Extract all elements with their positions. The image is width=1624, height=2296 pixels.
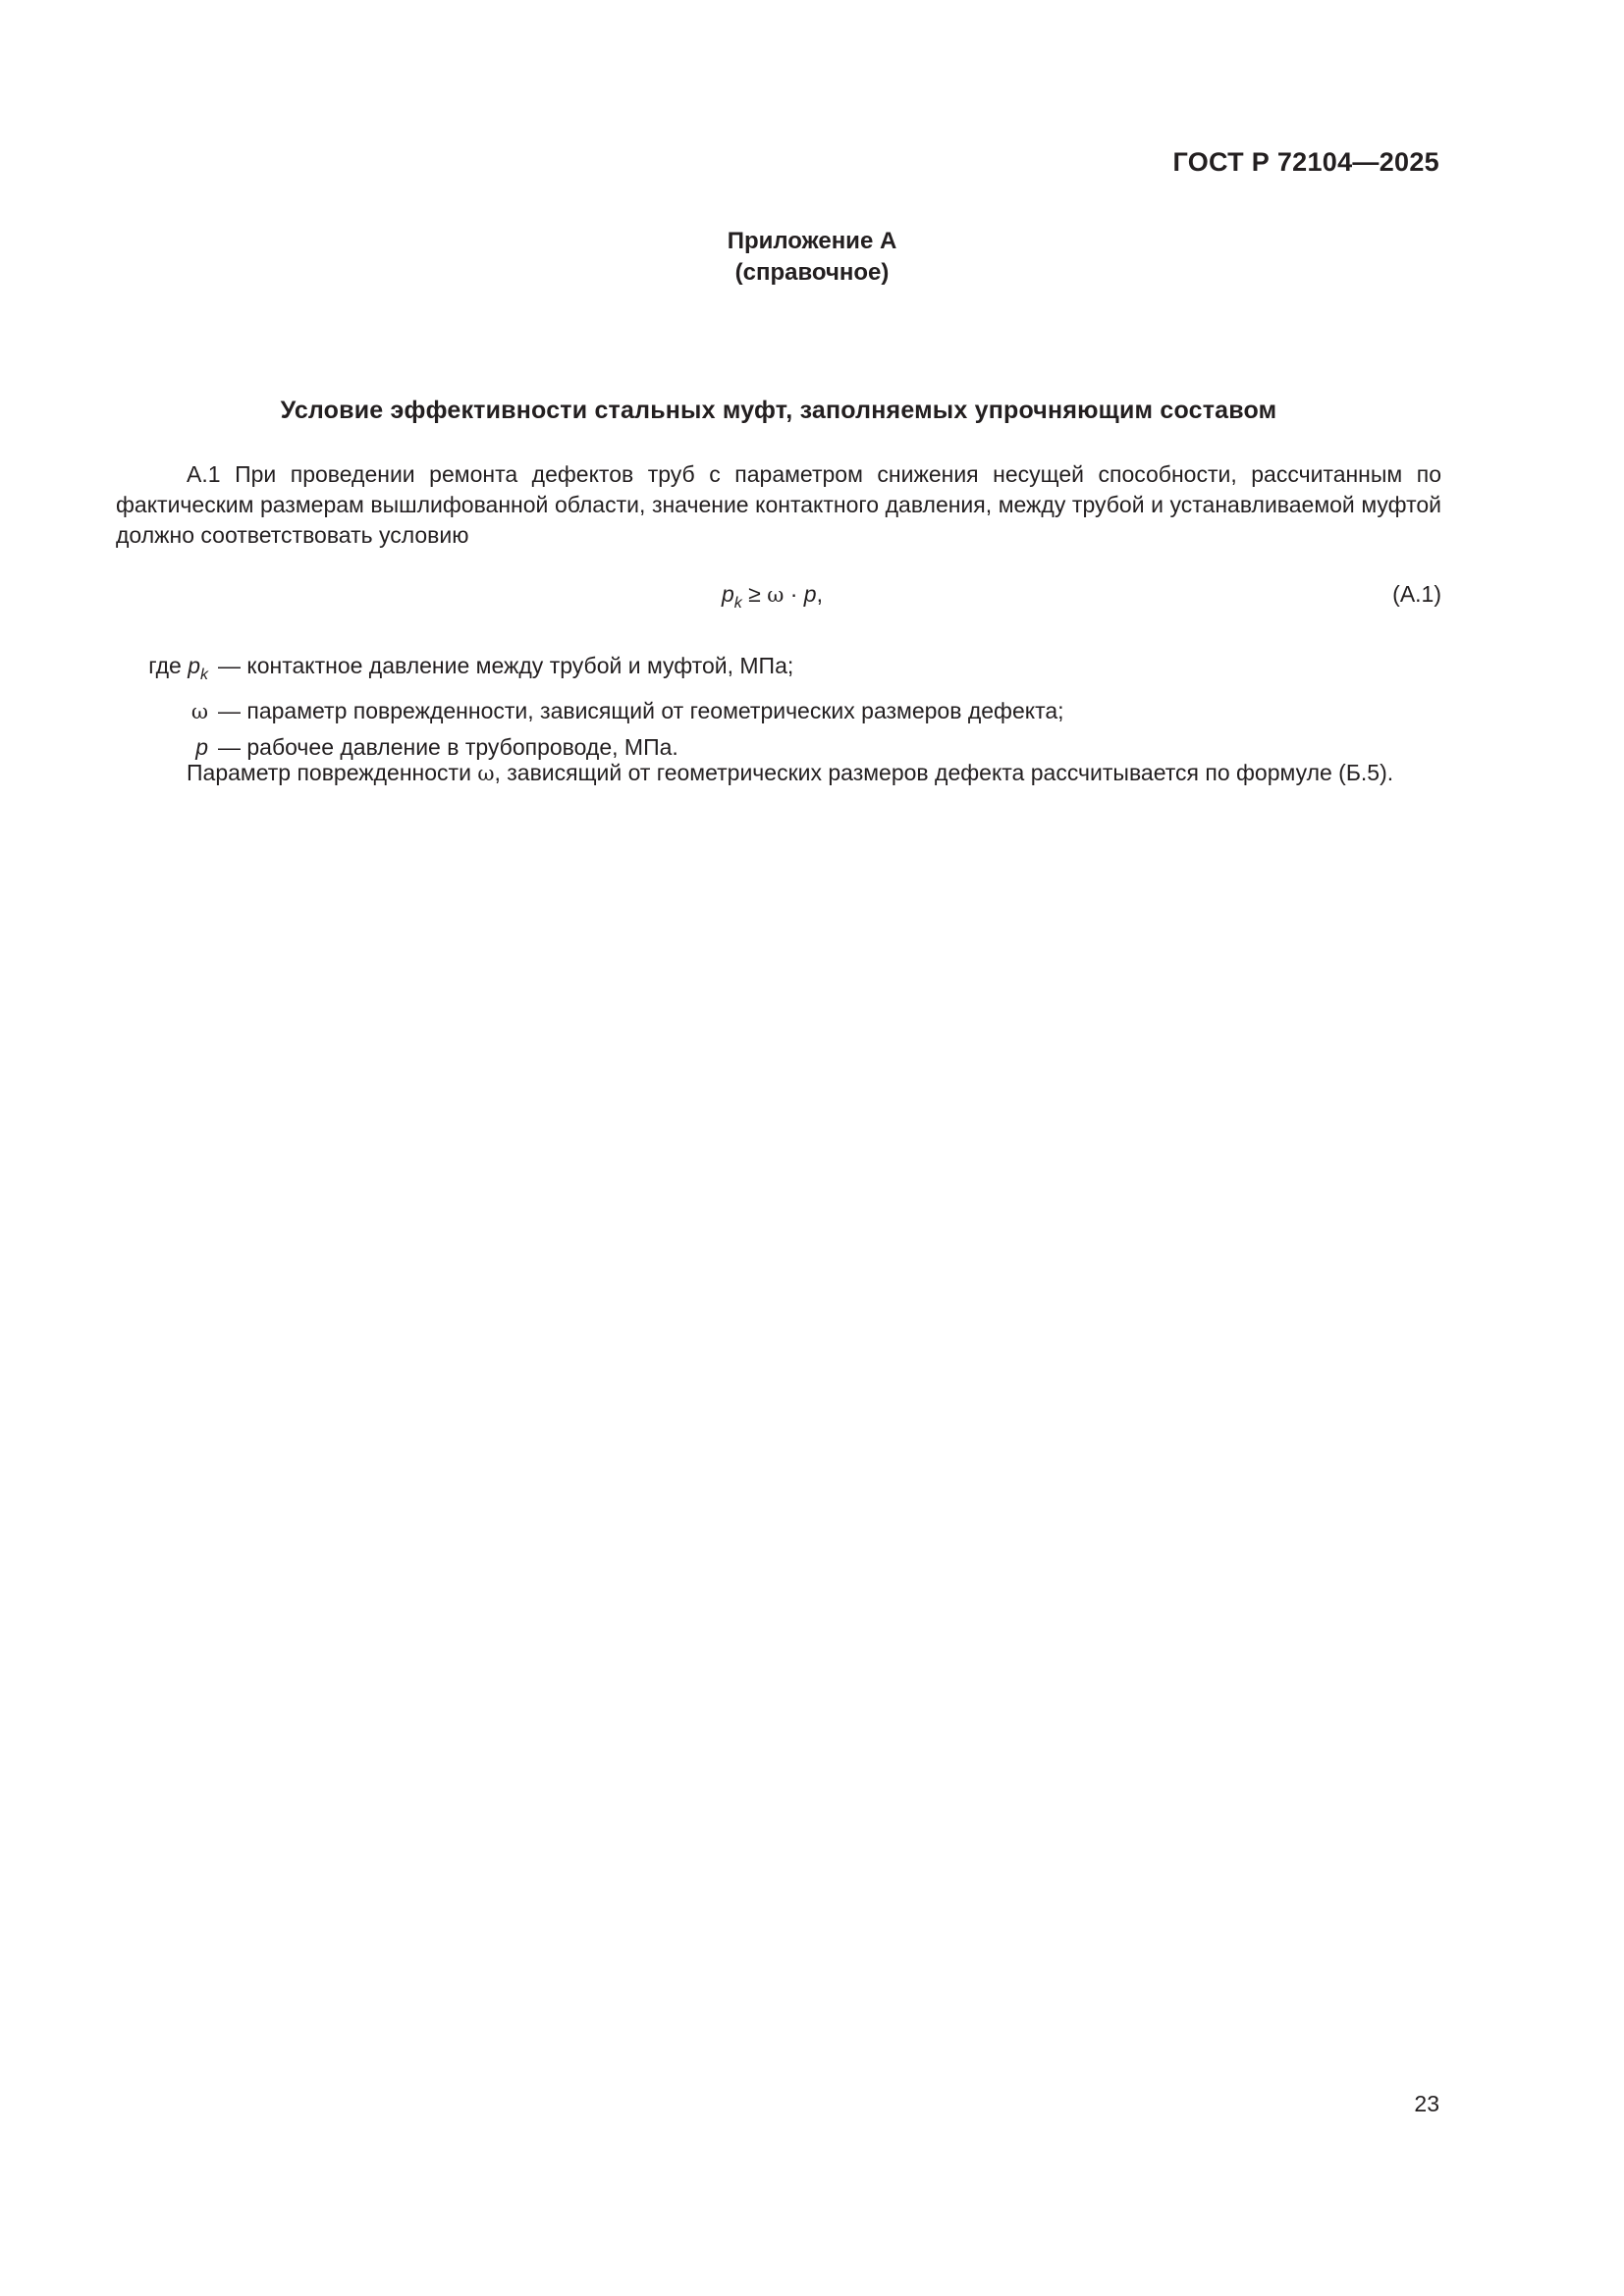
paragraph-text-after: , зависящий от геометрических размеров дефекта рассчитывается по формуле (Б.5).	[494, 760, 1394, 785]
formula-omega: ω	[767, 583, 785, 607]
paragraph-text-before: Параметр поврежденности	[187, 760, 471, 785]
definition-symbol	[116, 693, 218, 729]
formula-lhs: p	[722, 581, 734, 607]
definition-item	[116, 693, 1064, 729]
appendix-subtitle: (справочное)	[734, 259, 890, 286]
definition-text: параметр поврежденности, зависящий от геометрических размеров дефекта;	[246, 698, 1064, 723]
definitions-intro: где	[148, 653, 182, 678]
formula-row	[116, 581, 1441, 616]
formula-trailing: ,	[816, 581, 823, 607]
definition-item	[116, 648, 1064, 693]
definition-dash: —	[218, 653, 241, 678]
formula-lhs-subscript: k	[733, 595, 742, 612]
definition-symbol	[116, 648, 218, 693]
section-title: Условие эффективности стальных муфт, заполняемых упрочняющим составом	[280, 397, 1277, 424]
definition-text: рабочее давление в трубопроводе, МПа.	[246, 734, 678, 760]
symbol-pk-subscript: k	[200, 667, 208, 683]
formula	[722, 581, 823, 613]
formula-number: (А.1)	[1392, 581, 1441, 607]
paragraph-a1	[116, 459, 1441, 551]
clause-text: При проведении ремонта дефектов труб с параметром снижения несущей способности, рассчитанным по фактическим размерам вышлифованной области, значение контактного давления, между трубой и устанавливаемой муфтой должно соответствовать условию	[116, 461, 1442, 548]
formula-operator: ≥	[741, 581, 768, 607]
definition-dash: —	[218, 698, 241, 723]
formula-dot: ·	[784, 581, 804, 607]
clause-label: А.1	[187, 461, 221, 487]
symbol-pk: p	[188, 653, 200, 678]
definitions-list	[116, 648, 1064, 765]
page-number: 23	[1414, 2091, 1439, 2116]
formula-rhs: p	[803, 581, 817, 607]
appendix-heading	[0, 226, 1624, 289]
definition-text: контактное давление между трубой и муфтой, МПа;	[246, 653, 794, 678]
paragraph-damage-parameter	[116, 758, 1441, 789]
symbol-p: p	[195, 734, 208, 760]
definition-dash: —	[218, 734, 241, 760]
appendix-title: Приложение А	[727, 228, 897, 254]
omega-symbol: ω	[477, 762, 495, 785]
standard-code: ГОСТ Р 72104—2025	[1172, 147, 1439, 177]
symbol-omega: ω	[190, 700, 208, 723]
